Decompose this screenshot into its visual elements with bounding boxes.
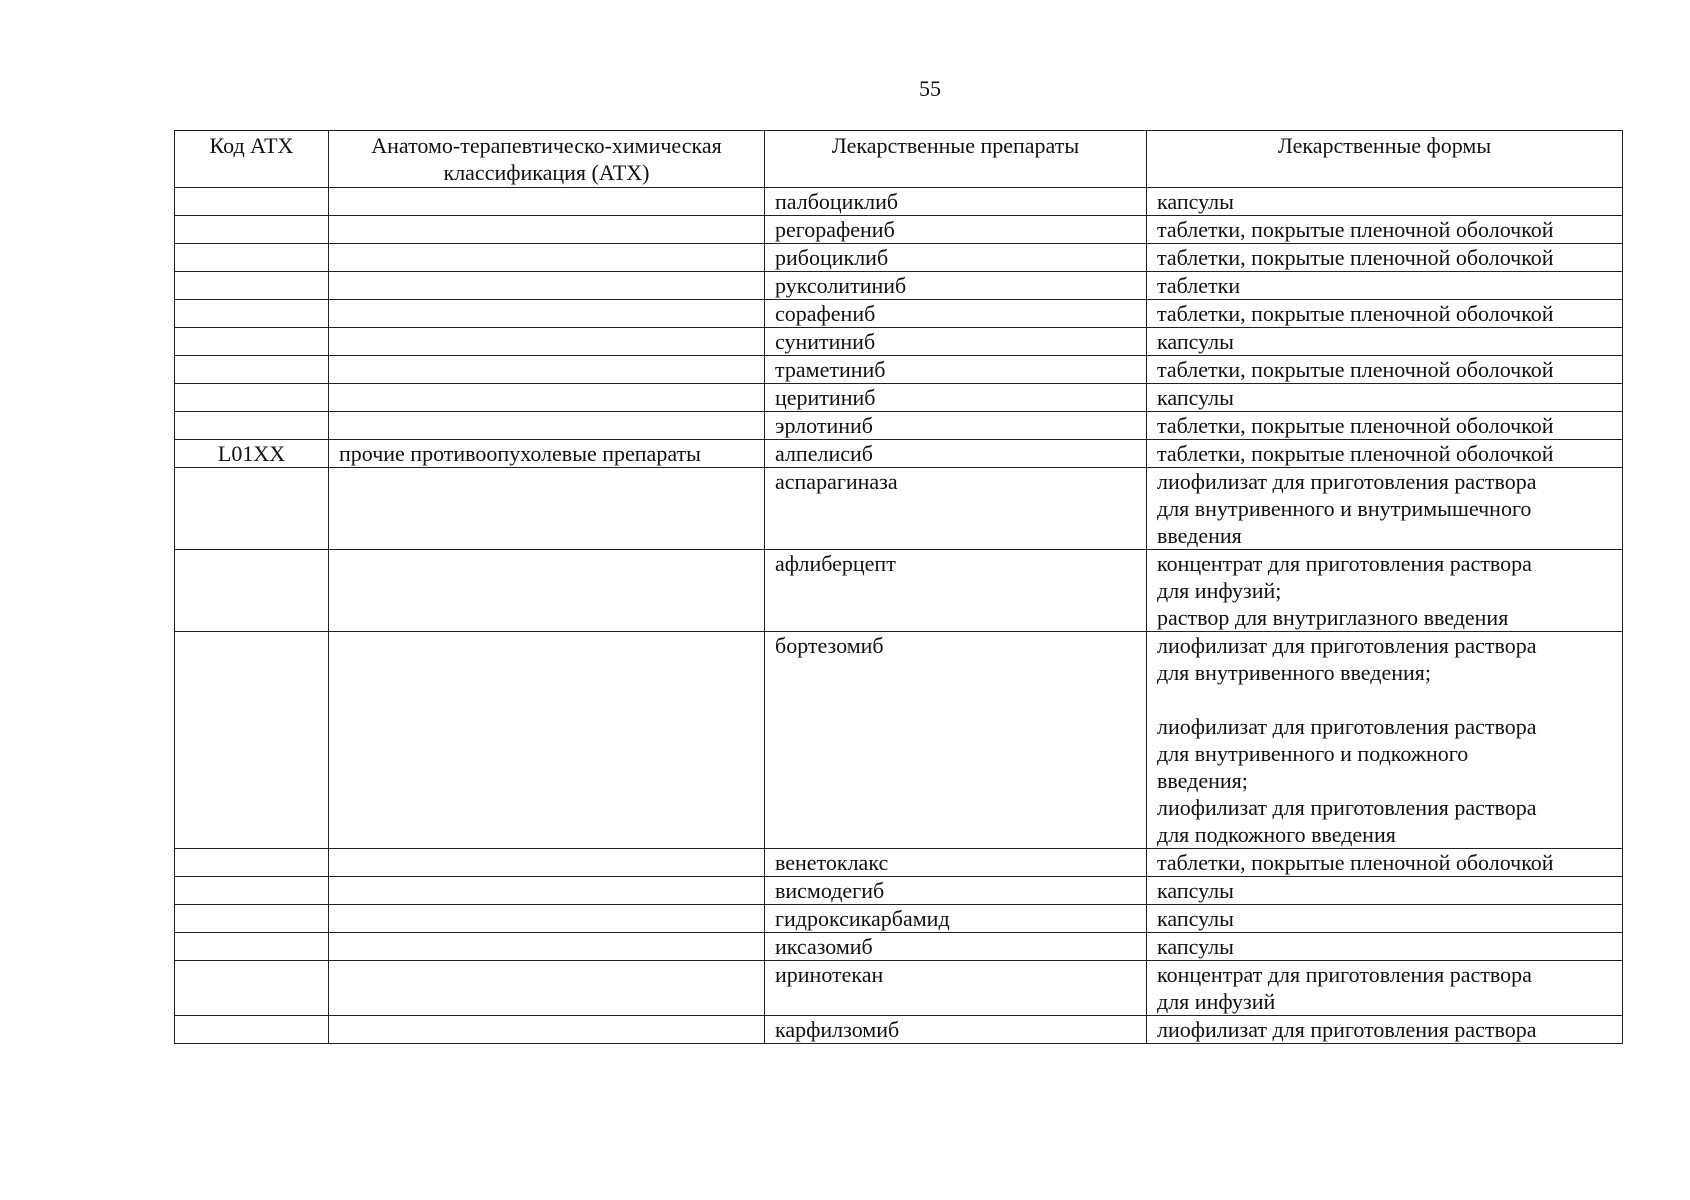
form-line: для внутривенного и подкожного [1157,741,1469,766]
cell-classification [329,961,765,1016]
cell-code [175,300,329,328]
table-row [175,440,1623,468]
cell-classification [329,877,765,905]
cell-form [1147,849,1623,877]
cell-classification [329,550,765,632]
cell-code [175,384,329,412]
cell-classification [329,188,765,216]
form-line: лиофилизат для приготовления раствора [1157,795,1537,820]
header-code: Код АТХ [175,131,329,188]
table-row [175,632,1623,849]
cell-code [175,188,329,216]
cell-form [1147,300,1623,328]
cell-drug: венетоклакс [765,849,1147,877]
table-row [175,356,1623,384]
form-line: таблетки, покрытые пленочной оболочкой [1157,301,1554,326]
cell-classification [329,849,765,877]
cell-classification [329,272,765,300]
header-classification [329,131,765,188]
form-line: лиофилизат для приготовления раствора [1157,469,1537,494]
cell-classification [329,468,765,550]
form-line: для инфузий [1157,989,1276,1014]
cell-drug: иксазомиб [765,933,1147,961]
table-row [175,1016,1623,1044]
table-row [175,412,1623,440]
form-line: капсулы [1157,906,1234,931]
header-drug: Лекарственные препараты [765,131,1147,188]
table-row [175,550,1623,632]
form-line: капсулы [1157,189,1234,214]
form-line: таблетки, покрытые пленочной оболочкой [1157,850,1554,875]
cell-code [175,468,329,550]
table-header-row [175,131,1623,188]
cell-classification [329,1016,765,1044]
cell-form [1147,933,1623,961]
form-line: введения [1157,523,1242,548]
cell-code [175,216,329,244]
cell-drug: гидроксикарбамид [765,905,1147,933]
cell-code [175,356,329,384]
form-line: для подкожного введения [1157,822,1396,847]
cell-code [175,1016,329,1044]
cell-classification [329,905,765,933]
form-line: лиофилизат для приготовления раствора [1157,714,1537,739]
cell-code [175,244,329,272]
cell-code [175,849,329,877]
cell-drug: сорафениб [765,300,1147,328]
cell-form [1147,384,1623,412]
cell-classification: прочие противоопухолевые препараты [329,440,765,468]
table-row [175,849,1623,877]
cell-classification [329,384,765,412]
cell-classification [329,933,765,961]
cell-form [1147,272,1623,300]
cell-drug: карфилзомиб [765,1016,1147,1044]
atx-drug-table [174,130,1623,1044]
cell-form [1147,244,1623,272]
cell-form [1147,905,1623,933]
cell-drug: траметиниб [765,356,1147,384]
form-line: раствор для внутриглазного введения [1157,605,1509,630]
cell-form [1147,550,1623,632]
cell-code [175,933,329,961]
table-row [175,244,1623,272]
form-line: капсулы [1157,878,1234,903]
form-line [1157,686,1612,713]
cell-form [1147,961,1623,1016]
form-line: концентрат для приготовления раствора [1157,962,1532,987]
cell-classification [329,216,765,244]
table-row [175,384,1623,412]
cell-classification [329,356,765,384]
form-line: для внутривенного и внутримышечного [1157,496,1532,521]
cell-code [175,550,329,632]
table-row [175,188,1623,216]
cell-form [1147,412,1623,440]
form-line: капсулы [1157,934,1234,959]
cell-drug: афлиберцепт [765,550,1147,632]
cell-drug: алпелисиб [765,440,1147,468]
table-row [175,272,1623,300]
form-line: таблетки, покрытые пленочной оболочкой [1157,245,1554,270]
form-line: таблетки, покрытые пленочной оболочкой [1157,357,1554,382]
table-row [175,300,1623,328]
cell-drug: аспарагиназа [765,468,1147,550]
cell-form [1147,468,1623,550]
cell-drug: сунитиниб [765,328,1147,356]
cell-code [175,877,329,905]
header-form: Лекарственные формы [1147,131,1623,188]
cell-code [175,905,329,933]
cell-drug: церитиниб [765,384,1147,412]
table-row [175,905,1623,933]
form-line: концентрат для приготовления раствора [1157,551,1532,576]
form-line: введения; [1157,768,1248,793]
page-number: 55 [919,76,941,101]
cell-drug: палбоциклиб [765,188,1147,216]
cell-form [1147,1016,1623,1044]
form-line: лиофилизат для приготовления раствора [1157,1017,1537,1042]
cell-drug: иринотекан [765,961,1147,1016]
header-classification-line: классификация (АТХ) [443,160,650,185]
form-line: таблетки, покрытые пленочной оболочкой [1157,217,1554,242]
cell-form [1147,440,1623,468]
cell-drug: регорафениб [765,216,1147,244]
header-classification-line: Анатомо-терапевтическо-химическая [371,133,722,158]
table-row [175,933,1623,961]
form-line: таблетки, покрытые пленочной оболочкой [1157,441,1554,466]
cell-drug: бортезомиб [765,632,1147,849]
form-line: таблетки [1157,273,1241,298]
cell-drug: висмодегиб [765,877,1147,905]
table-row [175,877,1623,905]
form-line: для инфузий; [1157,578,1282,603]
cell-form [1147,216,1623,244]
cell-classification [329,244,765,272]
form-line: таблетки, покрытые пленочной оболочкой [1157,413,1554,438]
cell-form [1147,356,1623,384]
table-row [175,328,1623,356]
cell-classification [329,300,765,328]
cell-form [1147,328,1623,356]
cell-code: L01XX [175,440,329,468]
cell-drug: эрлотиниб [765,412,1147,440]
cell-classification [329,328,765,356]
form-line: лиофилизат для приготовления раствора [1157,633,1537,658]
form-line: капсулы [1157,385,1234,410]
cell-code [175,328,329,356]
table-row [175,961,1623,1016]
cell-code [175,412,329,440]
cell-code [175,961,329,1016]
cell-drug: рибоциклиб [765,244,1147,272]
form-line: капсулы [1157,329,1234,354]
cell-code [175,272,329,300]
cell-form [1147,877,1623,905]
table-row [175,216,1623,244]
cell-drug: руксолитиниб [765,272,1147,300]
cell-form [1147,188,1623,216]
cell-classification [329,632,765,849]
cell-form [1147,632,1623,849]
cell-code [175,632,329,849]
table-row [175,468,1623,550]
cell-classification [329,412,765,440]
form-line: для внутривенного введения; [1157,660,1432,685]
